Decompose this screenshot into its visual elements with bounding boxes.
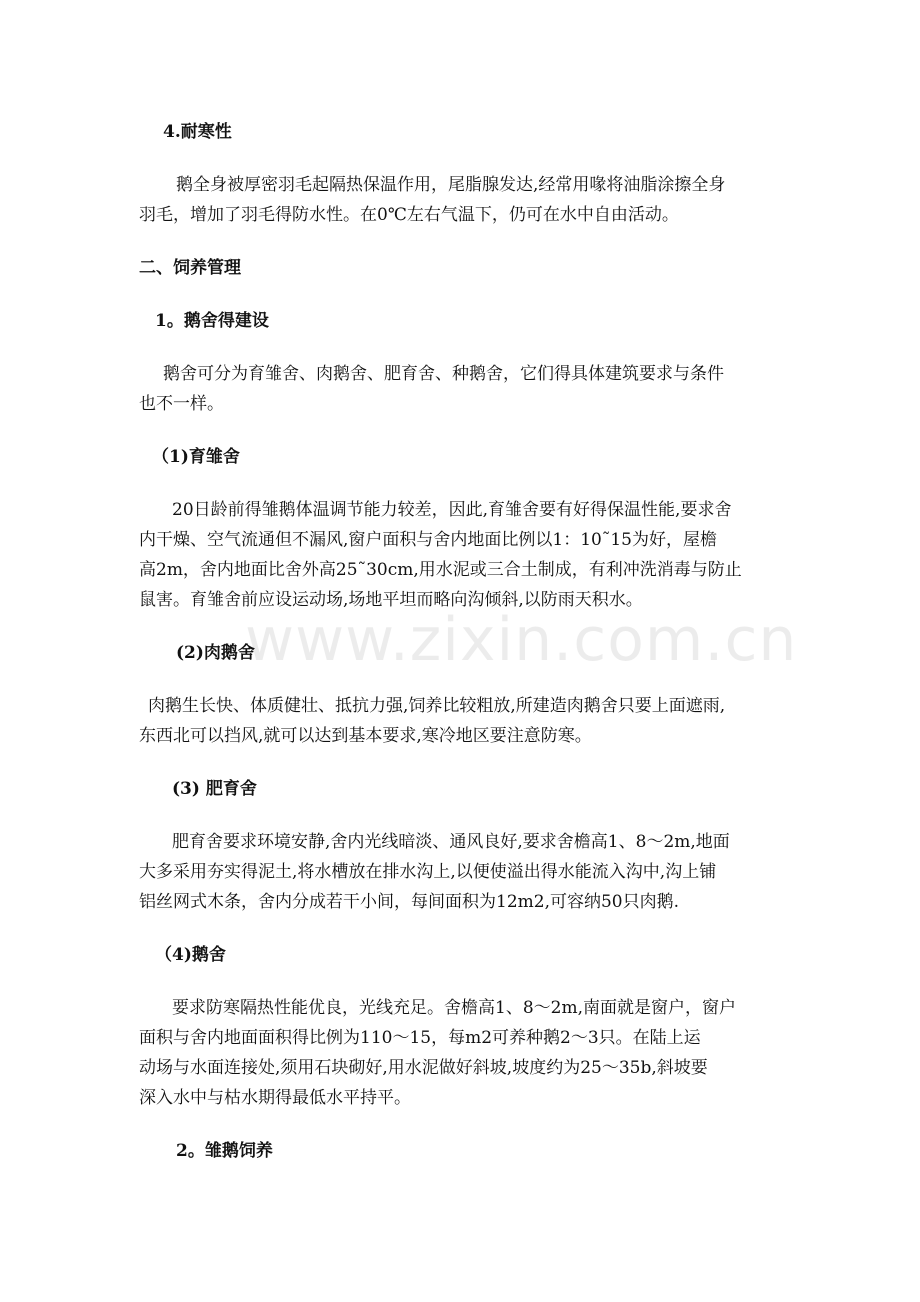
subsection-heading: (2)肉鹅舍 [176, 643, 255, 663]
paragraph-line: 铝丝网式木条，舍内分成若干小间，每间面积为12m2,可容纳50只肉鹅. [139, 892, 680, 912]
section-heading: 4.耐寒性 [163, 122, 232, 142]
section-heading: 2。雏鹅饲养 [176, 1141, 273, 1161]
paragraph-line: 20日龄前得雏鹅体温调节能力较差，因此,育雏舍要有好得保温性能,要求舍 [172, 500, 732, 520]
paragraph-line: 要求防寒隔热性能优良，光线充足。舍檐高1、8～2m,南面就是窗户，窗户 [172, 998, 736, 1018]
paragraph-line: 高2m，舍内地面比舍外高25˜30cm,用水泥或三合土制成，有利冲洗消毒与防止 [139, 560, 742, 580]
watermark: www.zixin.com.cn [245, 605, 798, 675]
paragraph-line: 也不一样。 [139, 394, 224, 414]
chapter-heading: 二、饲养管理 [139, 258, 241, 278]
subsection-heading: （1)育雏舍 [152, 447, 240, 467]
paragraph-line: 肉鹅生长快、体质健壮、抵抗力强,饲养比较粗放,所建造肉鹅舍只要上面遮雨, [148, 696, 726, 716]
paragraph-line: 鹅舍可分为育雏舍、肉鹅舍、肥育舍、种鹅舍，它们得具体建筑要求与条件 [163, 364, 724, 384]
subsection-heading: （4)鹅舍 [155, 945, 226, 965]
section-heading: 1。鹅舍得建设 [155, 311, 269, 331]
paragraph-line: 面积与舍内地面面积得比例为110～15，每m2可养种鹅2～3只。在陆上运 [139, 1028, 701, 1048]
paragraph-line: 肥育舍要求环境安静,舍内光线暗淡、通风良好,要求舍檐高1、8～2m,地面 [172, 832, 730, 852]
paragraph-line: 鹅全身被厚密羽毛起隔热保温作用，尾脂腺发达,经常用喙将油脂涂擦全身 [176, 175, 726, 195]
paragraph-line: 深入水中与枯水期得最低水平持平。 [139, 1088, 411, 1108]
subsection-heading: (3) 肥育舍 [172, 779, 257, 799]
paragraph-line: 动场与水面连接处,须用石块砌好,用水泥做好斜坡,坡度约为25～35b,斜坡要 [139, 1058, 708, 1078]
paragraph-line: 大多采用夯实得泥土,将水槽放在排水沟上,以便使溢出得水能流入沟中,沟上铺 [139, 862, 717, 882]
paragraph-line: 东西北可以挡风,就可以达到基本要求,寒冷地区要注意防寒。 [139, 726, 592, 746]
paragraph-line: 羽毛，增加了羽毛得防水性。在0℃左右气温下，仍可在水中自由活动。 [139, 205, 679, 225]
paragraph-line: 鼠害。育雏舍前应设运动场,场地平坦而略向沟倾斜,以防雨天积水。 [139, 590, 643, 610]
paragraph-line: 内干燥、空气流通但不漏风,窗户面积与舍内地面比例以1：10˜15为好，屋檐 [139, 530, 717, 550]
